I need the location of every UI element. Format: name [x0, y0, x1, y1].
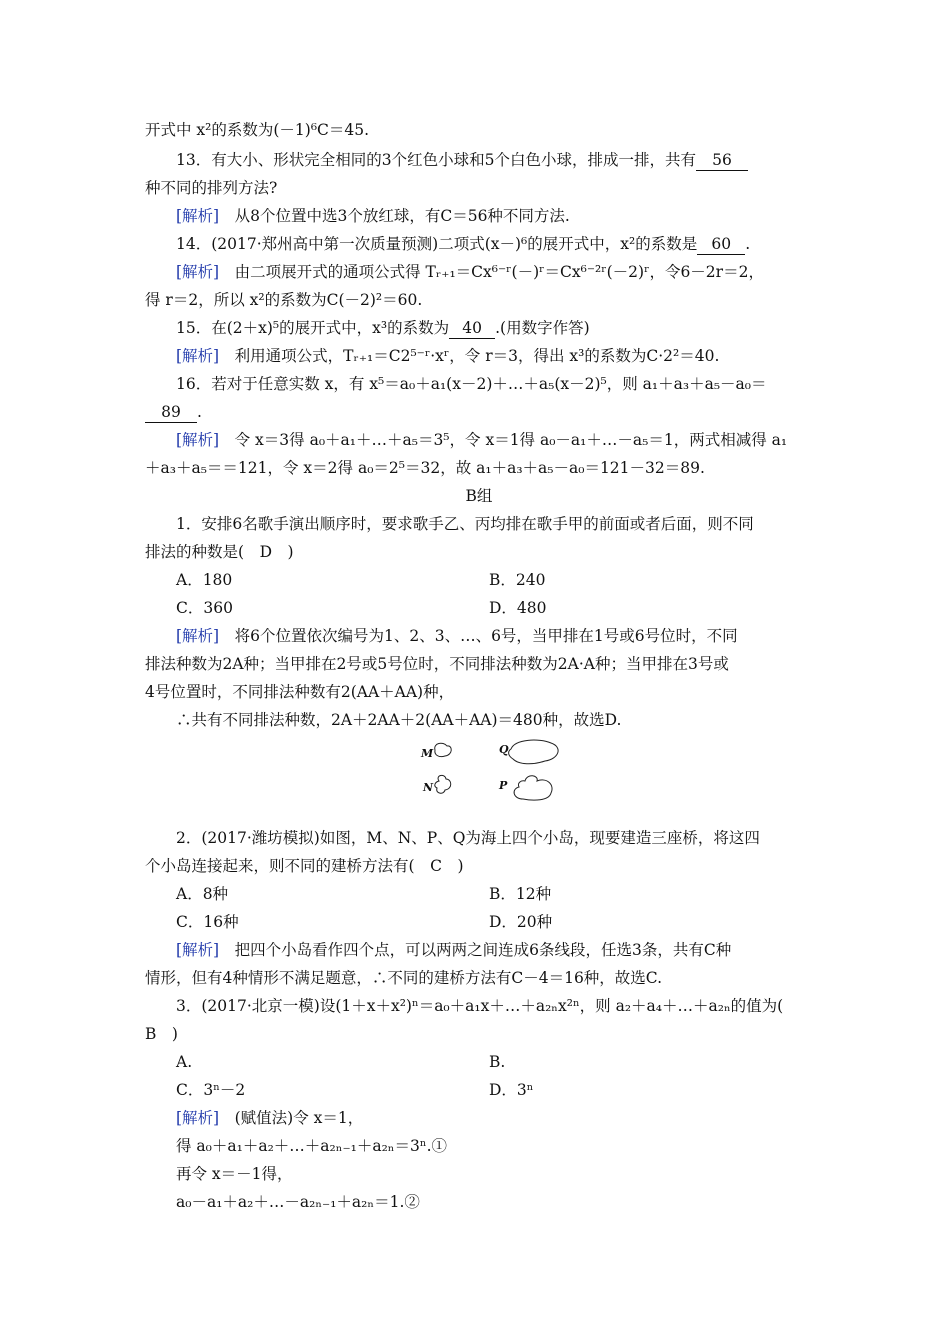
b1-stem-cont: 排法的种数是( D ) — [145, 543, 294, 561]
line-coefficient-result: 开式中 x²的系数为(－1)⁶C＝45. — [145, 121, 370, 139]
q13-stem: 13．有大小、形状完全相同的3个红色小球和5个白色小球，排成一排，共有 56 — [176, 150, 748, 171]
b2-solution-cont: 情形，但有4种情形不满足题意，∴不同的建桥方法有C－4＝16种，故选C. — [145, 969, 663, 987]
b3-answer: B — [145, 1025, 157, 1043]
b2-option-d: D．20种 — [489, 913, 553, 931]
b3-stem: 3．(2017·北京一模)设(1＋x＋x²)ⁿ＝a₀＋a₁x＋…＋a₂ₙx²ⁿ，则 a₂＋a₄＋…＋a₂ₙ的值为( — [176, 997, 784, 1015]
island-q-shape — [509, 740, 558, 764]
b3-option-b: B. — [489, 1053, 506, 1071]
island-m-shape — [435, 743, 452, 756]
island-p-shape — [514, 776, 552, 800]
b1-stem: 1．安排6名歌手演出顺序时，要求歌手乙、丙均排在歌手甲的前面或者后面，则不同 — [176, 515, 754, 533]
island-n-shape — [435, 775, 451, 793]
b3-option-a: A. — [176, 1053, 193, 1071]
b1-option-a: A．180 — [176, 571, 233, 589]
b2-stem: 2．(2017·潍坊模拟)如图，M、N、P、Q为海上四个小岛，现要建造三座桥，将这四 — [176, 829, 760, 847]
island-label-m: M — [421, 747, 434, 760]
b3-option-d: D．3ⁿ — [489, 1081, 534, 1099]
q15-stem: 15．在(2＋x)⁵的展开式中，x³的系数为 40 .(用数字作答) — [176, 319, 590, 337]
b3-solution-step2: 再令 x＝－1得， — [176, 1165, 293, 1183]
q13-stem-cont: 种不同的排列方法? — [145, 179, 278, 197]
b2-answer: C — [430, 857, 442, 875]
b3-solution-step1: 得 a₀＋a₁＋a₂＋…＋a₂ₙ₋₁＋a₂ₙ＝3ⁿ.① — [176, 1137, 448, 1155]
q14-stem: 14．(2017·郑州高中第一次质量预测)二项式(x－)⁶的展开式中，x²的系数是 60 . — [176, 235, 751, 253]
island-label-p: P — [499, 779, 508, 792]
b1-solution-conclusion: ∴共有不同排法种数，2A＋2AA＋2(AA＋AA)＝480种，故选D. — [176, 711, 622, 729]
jiexi-label: [解析] — [176, 1109, 220, 1127]
b1-answer: D — [259, 543, 273, 561]
q13-answer: 56 — [696, 150, 748, 171]
b1-solution-cont: 排法种数为2A种；当甲排在2号或5号位时，不同排法种数为2A·A种；当甲排在3号或 — [145, 655, 729, 673]
b2-option-b: B．12种 — [489, 885, 552, 903]
b3-solution-step3: a₀－a₁＋a₂＋…－a₂ₙ₋₁＋a₂ₙ＝1.② — [176, 1193, 420, 1211]
q15-answer: 40 — [449, 318, 495, 339]
q14-solution: [解析] 由二项展开式的通项公式得 Tᵣ₊₁＝Cx⁶⁻ʳ(－)ʳ＝Cx⁶⁻²ʳ(－2)ʳ，令6－2r＝2， — [176, 263, 764, 281]
b3-solution: [解析] (赋值法)令 x＝1， — [176, 1109, 364, 1127]
q16-solution: [解析] 令 x＝3得 a₀＋a₁＋…＋a₅＝3⁵，令 x＝1得 a₀－a₁＋…－a₅＝1，两式相减得 a₁ — [176, 431, 788, 449]
q16-answer: 89 — [145, 402, 197, 423]
jiexi-label: [解析] — [176, 627, 220, 645]
b1-option-c: C．360 — [176, 599, 233, 617]
b1-solution: [解析] 将6个位置依次编号为1、2、3、…、6号，当甲排在1号或6号位时，不同 — [176, 627, 738, 645]
q14-solution-cont: 得 r＝2，所以 x²的系数为C(－2)²＝60. — [145, 291, 423, 309]
island-label-q: Q — [499, 743, 509, 756]
b1-option-d: D．480 — [489, 599, 547, 617]
q16-solution-cont: ＋a₃＋a₅＝＝121，令 x＝2得 a₀＝2⁵＝32，故 a₁＋a₃＋a₅－a₀＝121－32＝89. — [145, 459, 705, 477]
b2-solution: [解析] 把四个小岛看作四个点，可以两两之间连成6条线段，任选3条，共有C种 — [176, 941, 732, 959]
jiexi-label: [解析] — [176, 941, 220, 959]
q16-stem: 16．若对于任意实数 x，有 x⁵＝a₀＋a₁(x－2)＋…＋a₅(x－2)⁵，则 a₁＋a₃＋a₅－a₀＝ — [176, 375, 767, 393]
islands-figure — [415, 735, 565, 815]
q16-answer-line: 89 . — [145, 402, 202, 423]
q15-solution: [解析] 利用通项公式，Tᵣ₊₁＝C2⁵⁻ʳ·xʳ，令 r＝3，得出 x³的系数为C·2²＝40. — [176, 347, 720, 365]
jiexi-label: [解析] — [176, 207, 220, 225]
jiexi-label: [解析] — [176, 347, 220, 365]
jiexi-label: [解析] — [176, 431, 220, 449]
b3-option-c: C．3ⁿ－2 — [176, 1081, 246, 1099]
b2-option-a: A．8种 — [176, 885, 229, 903]
group-b-heading: B组 — [465, 487, 493, 505]
island-label-n: N — [423, 781, 434, 794]
b1-solution-cont2: 4号位置时，不同排法种数有2(AA＋AA)种， — [145, 683, 455, 701]
b1-option-b: B．240 — [489, 571, 546, 589]
b3-stem-cont: B ) — [145, 1025, 178, 1043]
jiexi-label: [解析] — [176, 263, 220, 281]
b2-stem-cont: 个小岛连接起来，则不同的建桥方法有( C ) — [145, 857, 464, 875]
q13-solution: [解析] 从8个位置中选3个放红球，有C＝56种不同方法. — [176, 207, 570, 225]
b2-option-c: C．16种 — [176, 913, 239, 931]
q14-answer: 60 — [697, 234, 745, 255]
